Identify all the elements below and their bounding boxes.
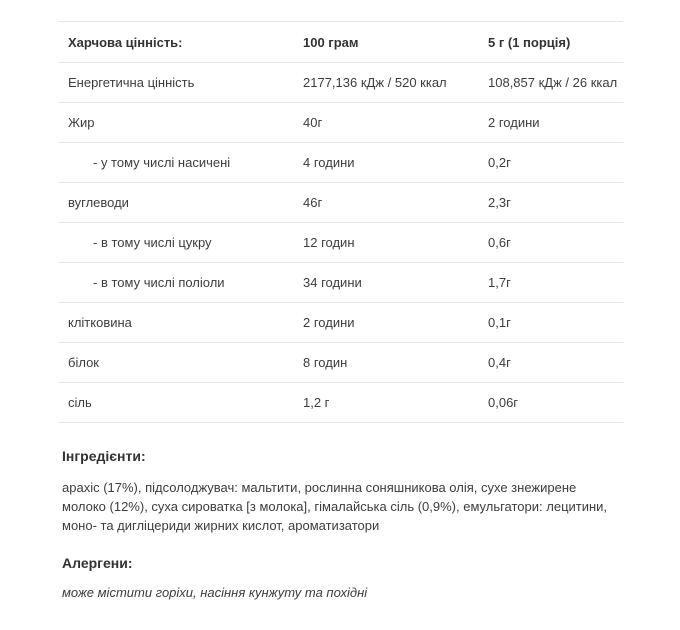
row-per-serving: 0,2г [488, 143, 623, 183]
row-label: сіль [58, 383, 303, 423]
row-per-serving: 0,6г [488, 223, 623, 263]
row-per-100g: 34 години [303, 263, 488, 303]
row-per-serving: 0,4г [488, 343, 623, 383]
row-label: білок [58, 343, 303, 383]
row-label: - у тому числі насичені [58, 143, 303, 183]
row-per-serving: 0,1г [488, 303, 623, 343]
row-label: клітковина [58, 303, 303, 343]
table-row [58, 183, 623, 223]
row-per-100g: 1,2 г [303, 383, 488, 423]
row-label: вуглеводи [58, 183, 303, 223]
table-row [58, 263, 623, 303]
allergens-title: Алергени: [62, 555, 133, 571]
row-per-100g: 8 годин [303, 343, 488, 383]
row-per-serving: 2,3г [488, 183, 623, 223]
row-label: Енергетична цінність [58, 63, 303, 103]
row-label: - в тому числі цукру [58, 223, 303, 263]
table-row [58, 383, 623, 423]
row-per-100g: 12 годин [303, 223, 488, 263]
table-row [58, 103, 623, 143]
row-label: Жир [58, 103, 303, 143]
row-per-100g: 40г [303, 103, 488, 143]
row-per-serving: 108,857 кДж / 26 ккал [488, 63, 623, 103]
table-row [58, 63, 623, 103]
row-per-100g: 4 години [303, 143, 488, 183]
row-label: - в тому числі поліоли [58, 263, 303, 303]
row-per-serving: 1,7г [488, 263, 623, 303]
header-per-100g: 100 грам [303, 22, 488, 63]
table-row [58, 223, 623, 263]
ingredients-text: арахіс (17%), підсолоджувач: мальтити, рослинна соняшникова олія, сухе знежирене молоко (12%), суха сироватка [з молока], гімалайська сіль (0,9%), емульгатори: лецитини, моно- та дигліцериди жирних кислот, ароматизатори [62, 480, 608, 533]
table-header-row [58, 22, 623, 63]
table-row [58, 143, 623, 183]
table-row [58, 303, 623, 343]
header-per-serving: 5 г (1 порція) [488, 22, 623, 63]
nutrition-table [58, 21, 623, 423]
header-nutrition: Харчова цінність: [58, 22, 303, 63]
ingredients-title: Інгредієнти: [62, 448, 146, 464]
row-per-serving: 2 години [488, 103, 623, 143]
row-per-100g: 2177,136 кДж / 520 ккал [303, 63, 488, 103]
row-per-100g: 2 години [303, 303, 488, 343]
allergens-text: може містити горіхи, насіння кунжуту та похідні [62, 585, 368, 600]
table-row [58, 343, 623, 383]
row-per-serving: 0,06г [488, 383, 623, 423]
row-per-100g: 46г [303, 183, 488, 223]
